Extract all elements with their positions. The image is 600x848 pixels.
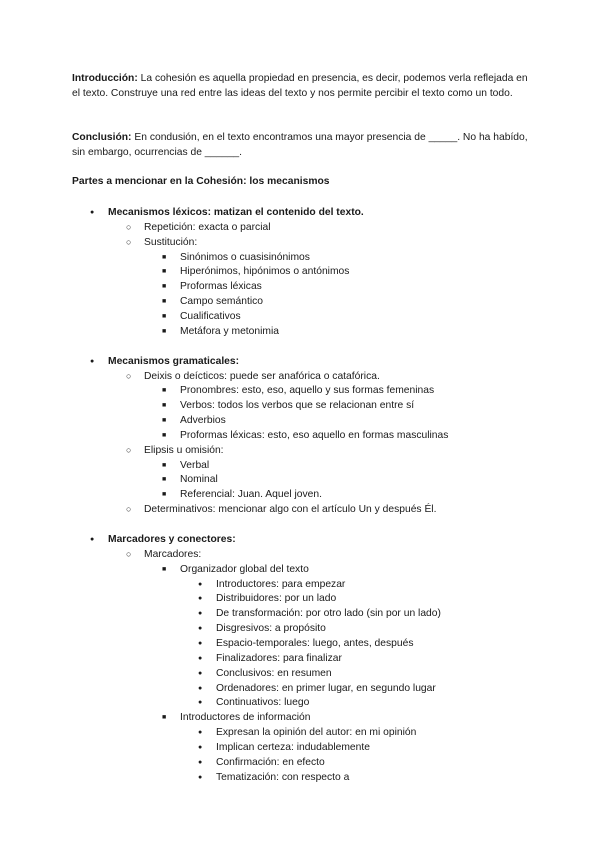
outline-item-text: Deixis o deícticos: puede ser anafórica o catafórica. xyxy=(144,370,380,382)
outline-item-text: Metáfora y metonimia xyxy=(180,325,280,337)
square-bullet-icon xyxy=(162,294,180,310)
outline-item-level-3 xyxy=(162,264,349,280)
outline-item-text: Conclusivos: en resumen xyxy=(216,667,332,679)
outline-item-level-4 xyxy=(198,695,309,711)
outline-item-text: Marcadores y conectores: xyxy=(108,534,236,545)
outline-item-level-4 xyxy=(198,606,441,622)
outline-item-level-4 xyxy=(198,666,332,682)
outline-item-text: Marcadores: xyxy=(144,548,202,560)
outline-item-text: Ordenadores: en primer lugar, en segundo lugar xyxy=(216,682,436,694)
conclusion-text: En condusión, en el texto encontramos una mayor presencia de _____. No ha habído, sin embargo, ocurrencias de ______. xyxy=(72,132,528,158)
square-bullet-icon xyxy=(162,309,180,325)
square-bullet-icon xyxy=(162,710,180,726)
outline-item-level-3 xyxy=(162,294,263,310)
outline-item-text: Adverbios xyxy=(180,415,226,427)
outline-item-text: Tematización: con respecto a xyxy=(216,771,350,783)
outline-item-text: Continuativos: luego xyxy=(216,697,310,709)
outline-item-level-2 xyxy=(126,502,436,517)
disc-bullet-icon xyxy=(90,205,108,221)
outline-item-level-3 xyxy=(162,458,209,474)
circle-bullet-icon xyxy=(126,369,144,384)
circle-bullet-icon xyxy=(126,502,144,517)
outline-item-text: Proformas léxicas xyxy=(180,281,262,293)
outline-item-level-4 xyxy=(198,740,370,756)
outline-item-text: Proformas léxicas: esto, eso aquello en formas masculinas xyxy=(180,429,449,441)
outline-item-level-3 xyxy=(162,413,226,429)
outline-item-level-4 xyxy=(198,770,349,786)
outline-item-text: Repetición: exacta o parcial xyxy=(144,221,271,233)
outline-item-level-2 xyxy=(126,369,380,384)
disc-bullet-icon xyxy=(90,532,108,548)
square-bullet-icon xyxy=(162,562,180,578)
outline-item-level-2 xyxy=(126,235,197,250)
outline-item-text: Introductores de información xyxy=(180,712,311,724)
outline-item-text: Determinativos: mencionar algo con el artículo Un y después Él. xyxy=(144,504,437,516)
outline-item-text: Confirmación: en efecto xyxy=(216,756,325,768)
outline-item-level-4 xyxy=(198,591,336,607)
outline-item-level-3 xyxy=(162,383,434,399)
disc-bullet-icon xyxy=(198,755,216,771)
square-bullet-icon xyxy=(162,487,180,503)
conclusion-label: Conclusión: xyxy=(72,132,132,143)
circle-bullet-icon xyxy=(126,443,144,458)
outline-item-level-4 xyxy=(198,755,325,771)
outline-item-text: Elipsis u omisión: xyxy=(144,444,224,456)
outline-item-level-3 xyxy=(162,309,241,325)
disc-bullet-icon xyxy=(90,354,108,370)
square-bullet-icon xyxy=(162,413,180,429)
square-bullet-icon xyxy=(162,264,180,280)
outline-item-text: Cualificativos xyxy=(180,310,241,322)
outline-item-text: Mecanismos gramaticales: xyxy=(108,355,240,367)
square-bullet-icon xyxy=(162,398,180,414)
outline-item-level-2 xyxy=(126,547,201,562)
outline-item-level-1 xyxy=(90,205,364,221)
square-bullet-icon xyxy=(162,324,180,340)
section-title: Partes a mencionar en la Cohesión: los mecanismos xyxy=(72,176,330,187)
outline-item-text: Implican certeza: indudablemente xyxy=(216,741,370,753)
outline-item-level-1 xyxy=(90,532,236,548)
outline-item-text: Espacio-temporales: luego, antes, después xyxy=(216,637,414,649)
outline-item-text: De transformación: por otro lado (sin por un lado) xyxy=(216,608,441,620)
circle-bullet-icon xyxy=(126,547,144,562)
outline-item-level-4 xyxy=(198,681,436,697)
outline-item-level-2 xyxy=(126,443,224,458)
disc-bullet-icon xyxy=(198,740,216,756)
outline-item-text: Hiperónimos, hipónimos o antónimos xyxy=(180,266,350,278)
intro-paragraph xyxy=(72,71,532,101)
outline-item-text: Referencial: Juan. Aquel joven. xyxy=(180,489,322,501)
outline-item-level-4 xyxy=(198,651,342,667)
disc-bullet-icon xyxy=(198,577,216,593)
disc-bullet-icon xyxy=(198,651,216,667)
outline-item-level-3 xyxy=(162,710,311,726)
outline-item-level-1 xyxy=(90,354,239,370)
disc-bullet-icon xyxy=(198,621,216,637)
disc-bullet-icon xyxy=(198,681,216,697)
intro-label: Introducción: xyxy=(72,73,138,84)
outline-item-level-3 xyxy=(162,250,310,266)
outline-item-level-4 xyxy=(198,725,416,741)
outline-item-level-4 xyxy=(198,621,326,637)
square-bullet-icon xyxy=(162,279,180,295)
conclusion-paragraph xyxy=(72,130,532,160)
disc-bullet-icon xyxy=(198,770,216,786)
outline-item-level-3 xyxy=(162,324,279,340)
outline-item-level-3 xyxy=(162,398,414,414)
outline-item-text: Disgresivos: a propósito xyxy=(216,623,326,635)
outline-item-text: Nominal xyxy=(180,474,218,486)
outline-item-text: Campo semántico xyxy=(180,296,263,308)
square-bullet-icon xyxy=(162,472,180,488)
outline-item-text: Organizador global del texto xyxy=(180,563,309,575)
square-bullet-icon xyxy=(162,428,180,444)
outline-item-level-3 xyxy=(162,472,218,488)
outline-item-text: Verbal xyxy=(180,459,210,471)
square-bullet-icon xyxy=(162,383,180,399)
outline-item-text: Pronombres: esto, eso, aquello y sus formas femeninas xyxy=(180,385,435,397)
disc-bullet-icon xyxy=(198,591,216,607)
outline-item-text: Distribuidores: por un lado xyxy=(216,593,337,605)
disc-bullet-icon xyxy=(198,666,216,682)
disc-bullet-icon xyxy=(198,636,216,652)
outline-item-level-3 xyxy=(162,279,262,295)
outline-item-text: Introductores: para empezar xyxy=(216,578,346,590)
intro-text: La cohesión es aquella propiedad en presencia, es decir, podemos verla reflejada en el texto. Construye una red entre las ideas del texto y nos permite percibir el texto como un todo. xyxy=(72,73,528,99)
outline-item-level-4 xyxy=(198,636,413,652)
circle-bullet-icon xyxy=(126,235,144,250)
outline-item-text: Sustitución: xyxy=(144,236,198,248)
square-bullet-icon xyxy=(162,250,180,266)
disc-bullet-icon xyxy=(198,725,216,741)
outline-item-text: Mecanismos léxicos: matizan el contenido del texto. xyxy=(108,207,364,218)
outline-item-text: Expresan la opinión del autor: en mi opinión xyxy=(216,727,417,739)
square-bullet-icon xyxy=(162,458,180,474)
outline-item-level-3 xyxy=(162,562,309,578)
outline-item-text: Sinónimos o cuasisinónimos xyxy=(180,251,310,263)
circle-bullet-icon xyxy=(126,220,144,235)
disc-bullet-icon xyxy=(198,695,216,711)
outline-item-level-4 xyxy=(198,577,345,593)
outline-item-level-2 xyxy=(126,220,271,235)
outline-item-text: Verbos: todos los verbos que se relacionan entre sí xyxy=(180,400,415,412)
outline-item-text: Finalizadores: para finalizar xyxy=(216,652,342,664)
outline-item-level-3 xyxy=(162,487,322,503)
disc-bullet-icon xyxy=(198,606,216,622)
outline-item-level-3 xyxy=(162,428,448,444)
